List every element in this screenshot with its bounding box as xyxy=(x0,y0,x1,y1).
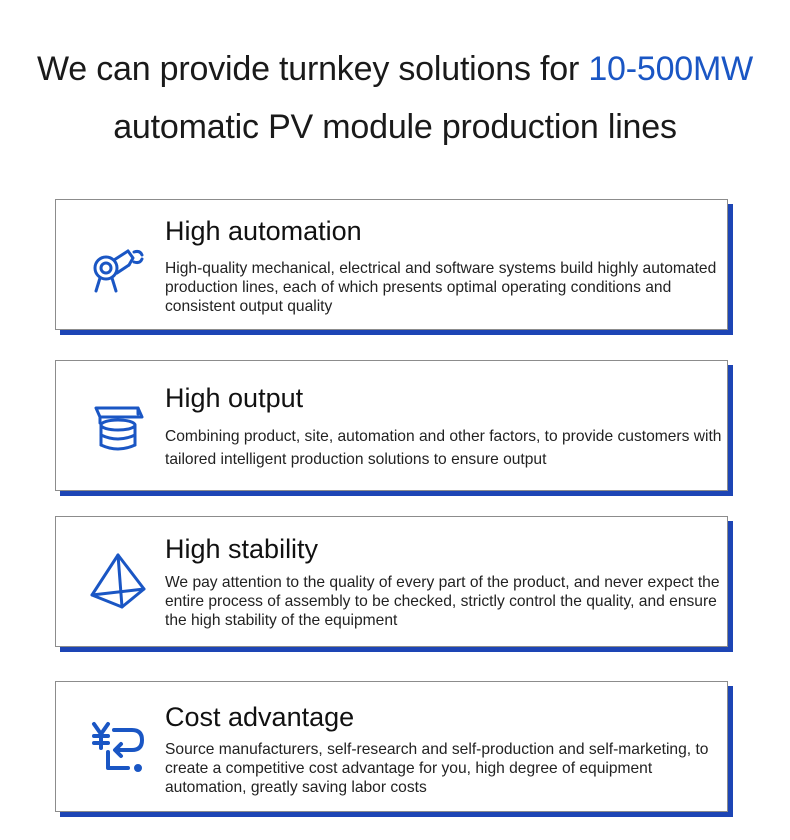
yuan-exchange-icon xyxy=(88,718,148,778)
feature-card-high-automation xyxy=(55,199,728,330)
pyramid-icon xyxy=(88,551,148,611)
headline-line-2: automatic PV module production lines xyxy=(113,108,677,146)
feature-card-high-output xyxy=(55,360,728,491)
headline-highlight: 10-500MW xyxy=(588,50,754,88)
feature-title: High automation xyxy=(165,216,362,246)
feature-card-cost-advantage xyxy=(55,681,728,812)
feature-description: Source manufacturers, self-research and self-production and self-marketing, to create a competitive cost advantage for you, high degree of equipment automation, greatly saving labor costs xyxy=(165,741,709,796)
headline-prefix: We can provide turnkey solutions for xyxy=(36,50,589,88)
feature-title: High output xyxy=(165,383,304,413)
database-stack-icon xyxy=(88,399,148,459)
headline-line-1 xyxy=(0,50,790,89)
robot-arm-icon xyxy=(88,238,148,298)
feature-description: Combining product, site, automation and other factors, to provide customers with tailored intelligent production solutions to ensure output xyxy=(165,428,722,468)
feature-title: High stability xyxy=(165,534,319,564)
feature-title: Cost advantage xyxy=(165,702,355,732)
feature-description: High-quality mechanical, electrical and software systems build highly automated production lines, each of which presents optimal operating conditions and consistent output quality xyxy=(165,260,717,315)
feature-description: We pay attention to the quality of every part of the product, and never expect the entire process of assembly to be checked, strictly control the quality, and ensure the high stability of the equipment xyxy=(165,574,720,629)
feature-card-high-stability xyxy=(55,516,728,647)
